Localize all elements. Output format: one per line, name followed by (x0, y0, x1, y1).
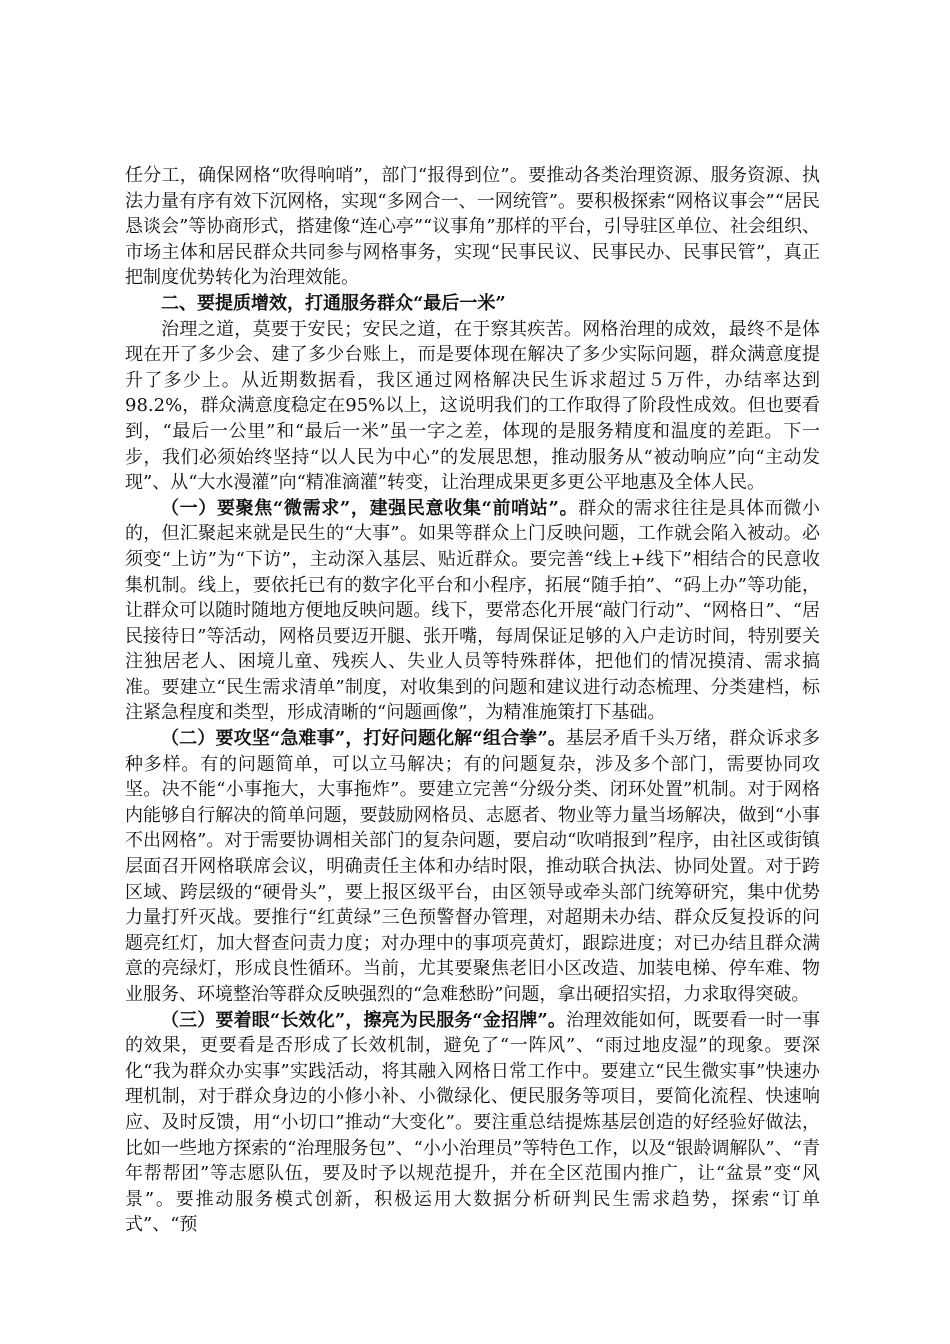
paragraph-text: 群众的需求往往是具体而微小的，但汇聚起来就是民生的“大事”。如果等群众上门反映问题，工作就会陷入被动。必须变“上访”为“下访”，主动深入基层、贴近群众。要完善“线上+线下”相结合的民意收集机制。线上，要依托已有的数字化平台和小程序，拓展“随手拍”、“码上办”等功能，让群众可以随时随地方便地反映问题。线下，要常态化开展“敲门行动”、“网格日”、“居民接待日”等活动，网格员要迈开腿、张开嘴，每周保证足够的入户走访时间，特别要关注独居老人、困境儿童、残疾人、失业人员等特殊群体，把他们的情况摸清、需求搞准。要建立“民生需求清单”制度，对收集到的问题和建议进行动态梳理、分类建档，标注紧急程度和类型，形成清晰的“问题画像”，为精准施策打下基础。 (125, 497, 820, 724)
paragraph-text: 基层矛盾千头万绪，群众诉求多种多样。有的问题简单，可以立马解决；有的问题复杂，涉及多个部门，需要协同攻坚。决不能“小事拖大，大事拖炸”。要建立完善“分级分类、闭环处置”机制。对于网格内能够自行解决的简单问题，要鼓励网格员、志愿者、物业等力量当场解决，做到“小事不出网格”。对于需要协调相关部门的复杂问题，要启动“吹哨报到”程序，由社区或街镇层面召开网格联席会议，明确责任主体和办结时限，推动联合执法、协同处置。对于跨区域、跨层级的“硬骨头”，要上报区级平台，由区领导或牵头部门统筹研究，集中优势力量打歼灭战。要推行“红黄绿”三色预警督办管理，对超期未办结、群众反复投诉的问题亮红灯，加大督查问责力度；对办理中的事项亮黄灯，跟踪进度；对已办结且群众满意的亮绿灯，形成良性循环。当前，尤其要聚焦老旧小区改造、加装电梯、停车难、物业服务、环境整治等群众反映强烈的“急难愁盼”问题，拿出硬招实招，力求取得突破。 (125, 728, 820, 1005)
document-page (125, 163, 820, 1238)
paragraph-text: 治理效能如何，既要看一时一事的效果，更要看是否形成了长效机制，避免了“一阵风”、“雨过地皮湿”的现象。要深化“我为群众办实事”实践活动，将其融入网格日常工作中。要建立“民生微实事”快速办理机制，对于群众身边的小修小补、小微绿化、便民服务等项目，要简化流程、快速响应、及时反馈，用“小切口”推动“大变化”。要注重总结提炼基层创造的好经验好做法，比如一些地方探索的“治理服务包”、“小小治理员”等特色工作，以及“银龄调解队”、“青年帮帮团”等志愿队伍，要及时予以规范提升，并在全区范围内推广，让“盆景”变“风景”。要推动服务模式创新，积极运用大数据分析研判民生需求趋势，探索“订单式”、“预 (125, 1009, 820, 1236)
paragraph-subsection-2 (125, 726, 820, 1008)
paragraph-subsection-1 (125, 496, 820, 726)
subsection-lead: （一）要聚焦“微需求”，建强民意收集“前哨站”。 (161, 497, 579, 519)
paragraph-text: 任分工，确保网格“吹得响哨”，部门“报得到位”。要推动各类治理资源、服务资源、执法力量有序有效下沉网格，实现“多网合一、一网统管”。要积极探索“网格议事会”“居民恳谈会”等协商形式，搭建像“连心亭”“议事角”那样的平台，引导驻区单位、社会组织、市场主体和居民群众共同参与网格事务，实现“民事民议、民事民办、民事民管”，真正把制度优势转化为治理效能。 (125, 165, 820, 289)
paragraph-continuation (125, 163, 820, 291)
paragraph-subsection-3 (125, 1008, 820, 1238)
subsection-lead: （二）要攻坚“急难事”，打好问题化解“组合拳”。 (161, 728, 567, 750)
paragraph-text: 治理之道，莫要于安民；安民之道，在于察其疾苦。网格治理的成效，最终不是体现在开了多少会、建了多少台账上，而是要体现在解决了多少实际问题，群众满意度提升了多少上。从近期数据看，我区通过网格解决民生诉求超过５万件，办结率达到98.2%，群众满意度稳定在95%以上，这说明我们的工作取得了阶段性成效。但也要看到，“最后一公里”和“最后一米”虽一字之差，体现的是服务精度和温度的差距。下一步，我们必须始终坚持“以人民为中心”的发展思想，推动服务从“被动响应”向“主动发现”、从“大水漫灌”向“精准滴灌”转变，让治理成果更多更公平地惠及全体人民。 (125, 318, 820, 494)
section-heading-text: 二、要提质增效，打通服务群众“最后一米” (161, 292, 506, 314)
subsection-lead: （三）要着眼“长效化”，擦亮为民服务“金招牌”。 (161, 1009, 567, 1031)
paragraph-section-intro (125, 317, 820, 496)
section-heading (125, 291, 820, 317)
